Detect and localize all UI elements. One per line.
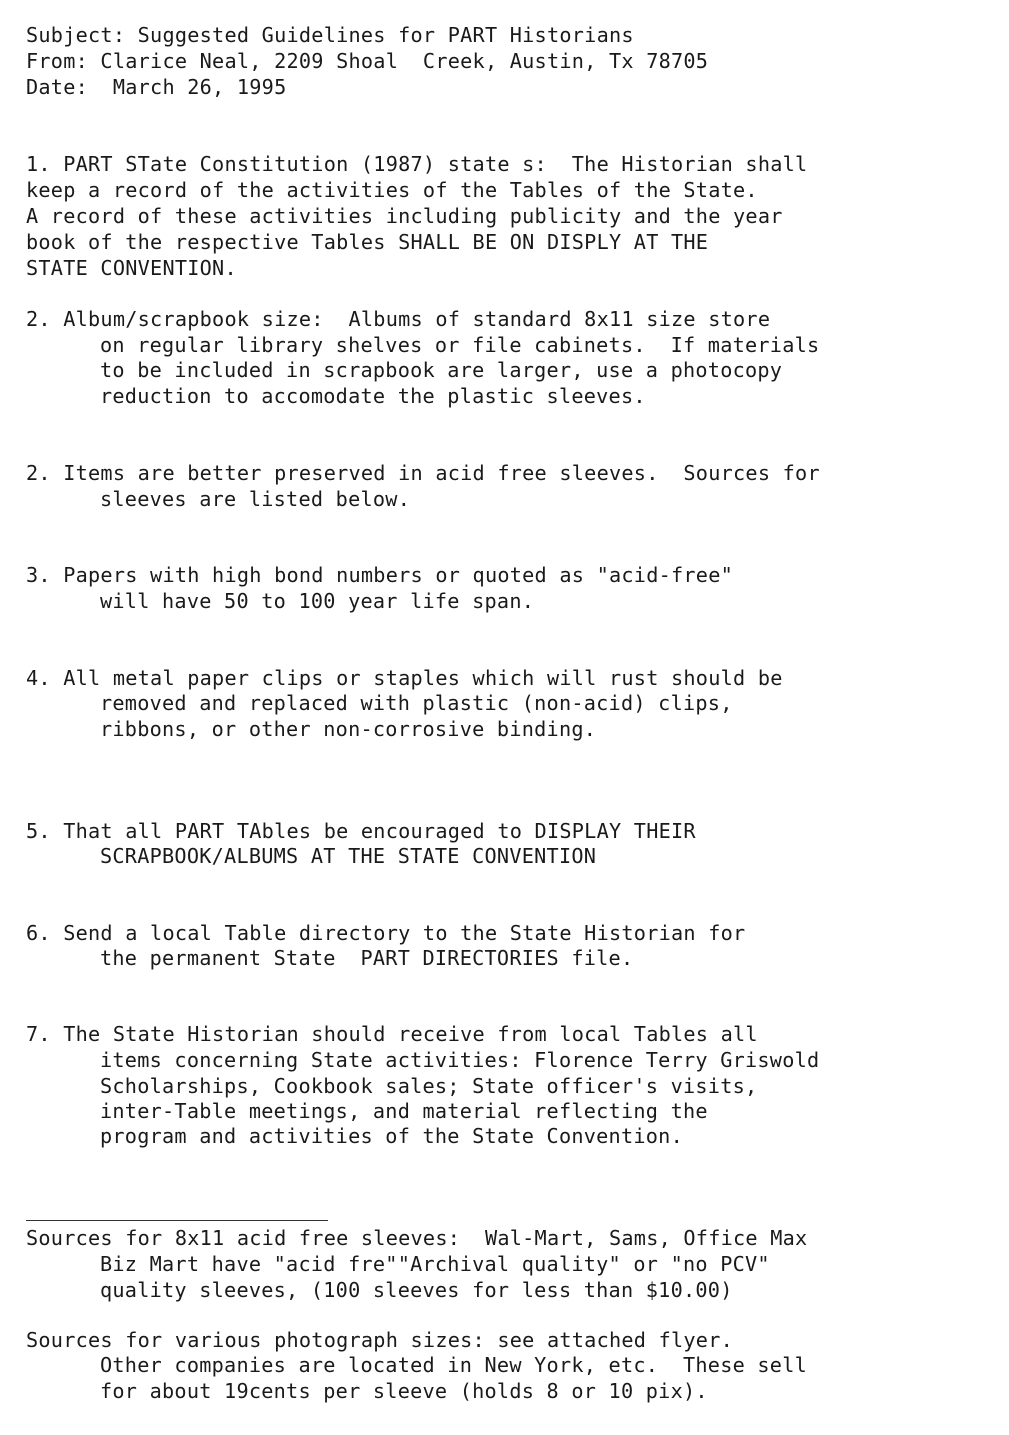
footnote-divider <box>26 1220 328 1221</box>
item-2b-line-1: 2. Items are better preserved in acid free sleeves. Sources for <box>26 461 820 485</box>
item-4-line-2: removed and replaced with plastic (non-acid) clips, <box>100 691 733 715</box>
item-1-line-2: keep a record of the activities of the Tables of the State. <box>26 178 758 202</box>
item-2a-line-1: 2. Album/scrapbook size: Albums of standard 8x11 size store <box>26 307 771 331</box>
sources-sleeves-line-2: Biz Mart have "acid fre""Archival quality" or "no PCV" <box>100 1252 770 1276</box>
item-4-line-3: ribbons, or other non-corrosive binding. <box>100 717 597 741</box>
item-6-line-1: 6. Send a local Table directory to the State Historian for <box>26 921 746 945</box>
item-6-line-2: the permanent State PART DIRECTORIES file. <box>100 946 634 970</box>
item-5-line-2: SCRAPBOOK/ALBUMS AT THE STATE CONVENTION <box>100 844 597 868</box>
item-7-line-2: items concerning State activities: Florence Terry Griswold <box>100 1048 820 1072</box>
item-5-line-1: 5. That all PART TAbles be encouraged to DISPLAY THEIR <box>26 819 696 843</box>
item-2b-line-2: sleeves are listed below. <box>100 487 411 511</box>
date-line: Date: March 26, 1995 <box>26 75 287 99</box>
item-3-line-2: will have 50 to 100 year life span. <box>100 589 535 613</box>
item-7-line-3: Scholarships, Cookbook sales; State officer's visits, <box>100 1074 758 1098</box>
subject-line: Subject: Suggested Guidelines for PART Historians <box>26 23 634 47</box>
item-1-line-4: book of the respective Tables SHALL BE ON DISPLY AT THE <box>26 230 709 254</box>
sources-photo-line-3: for about 19cents per sleeve (holds 8 or 10 pix). <box>100 1379 708 1403</box>
item-3-line-1: 3. Papers with high bond numbers or quoted as "acid-free" <box>26 563 734 587</box>
item-1-line-3: A record of these activities including publicity and the year <box>26 204 783 228</box>
item-7-line-4: inter-Table meetings, and material reflecting the <box>100 1099 708 1123</box>
item-2a-line-3: to be included in scrapbook are larger, use a photocopy <box>100 358 783 382</box>
item-2a-line-4: reduction to accomodate the plastic sleeves. <box>100 384 646 408</box>
item-7-line-1: 7. The State Historian should receive from local Tables all <box>26 1022 758 1046</box>
sources-photo-line-1: Sources for various photograph sizes: see attached flyer. <box>26 1328 734 1352</box>
sources-sleeves-line-3: quality sleeves, (100 sleeves for less than $10.00) <box>100 1278 733 1302</box>
item-2a-line-2: on regular library shelves or file cabinets. If materials <box>100 333 820 357</box>
from-line: From: Clarice Neal, 2209 Shoal Creek, Austin, Tx 78705 <box>26 49 709 73</box>
item-1-line-1: 1. PART STate Constitution (1987) state s: The Historian shall <box>26 152 808 176</box>
item-1-line-5: STATE CONVENTION. <box>26 256 237 280</box>
item-4-line-1: 4. All metal paper clips or staples which will rust should be <box>26 666 783 690</box>
sources-sleeves-line-1: Sources for 8x11 acid free sleeves: Wal-Mart, Sams, Office Max <box>26 1226 808 1250</box>
item-7-line-5: program and activities of the State Convention. <box>100 1124 683 1148</box>
sources-photo-line-2: Other companies are located in New York, etc. These sell <box>100 1353 808 1377</box>
